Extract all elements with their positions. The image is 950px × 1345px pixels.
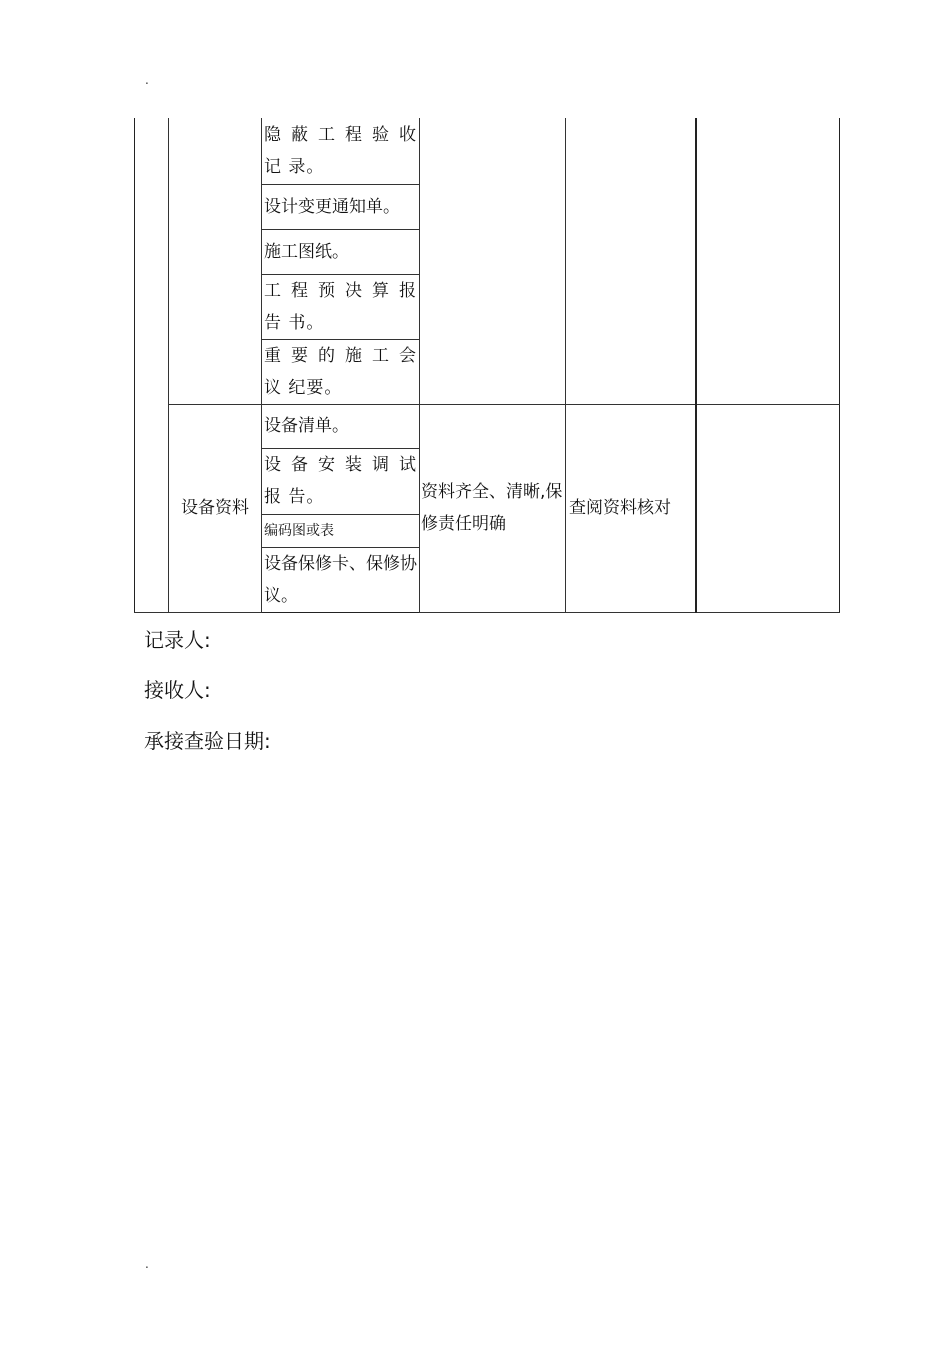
- item-cell: 重 要 的 施 工 会 议 纪要。: [262, 339, 420, 404]
- handover-inspection-table: [134, 118, 840, 613]
- item-cell: 设计变更通知单。: [262, 184, 420, 229]
- receiver-label: 接收人:: [144, 678, 211, 702]
- standard-cell: 资料齐全、清晰,保修责任明确: [420, 404, 566, 612]
- item-cell: 设备保修卡、保修协议。: [262, 547, 420, 612]
- index-column-cell: [135, 118, 169, 612]
- item-cell: 编码图或表: [262, 514, 420, 547]
- item-cell: 工 程 预 决 算 报 告 书。: [262, 274, 420, 339]
- result-cell-empty: [696, 404, 840, 612]
- method-cell: 查阅资料核对: [566, 404, 697, 612]
- inspection-date-label: 承接查验日期:: [144, 729, 271, 753]
- recorder-label: 记录人:: [144, 628, 211, 652]
- category-cell: 设备资料: [169, 404, 262, 612]
- result-cell-empty: [696, 118, 840, 404]
- standard-cell-empty: [420, 118, 566, 404]
- item-cell: 施工图纸。: [262, 229, 420, 274]
- page-footer-mark: .: [145, 1257, 149, 1271]
- item-cell: 隐 蔽 工 程 验 收 记 录。: [262, 118, 420, 184]
- item-cell: 设备清单。: [262, 404, 420, 448]
- item-cell: 设 备 安 装 调 试 报 告。: [262, 448, 420, 514]
- method-cell-empty: [566, 118, 697, 404]
- page-header-mark: .: [145, 73, 149, 87]
- category-cell-empty: [169, 118, 262, 404]
